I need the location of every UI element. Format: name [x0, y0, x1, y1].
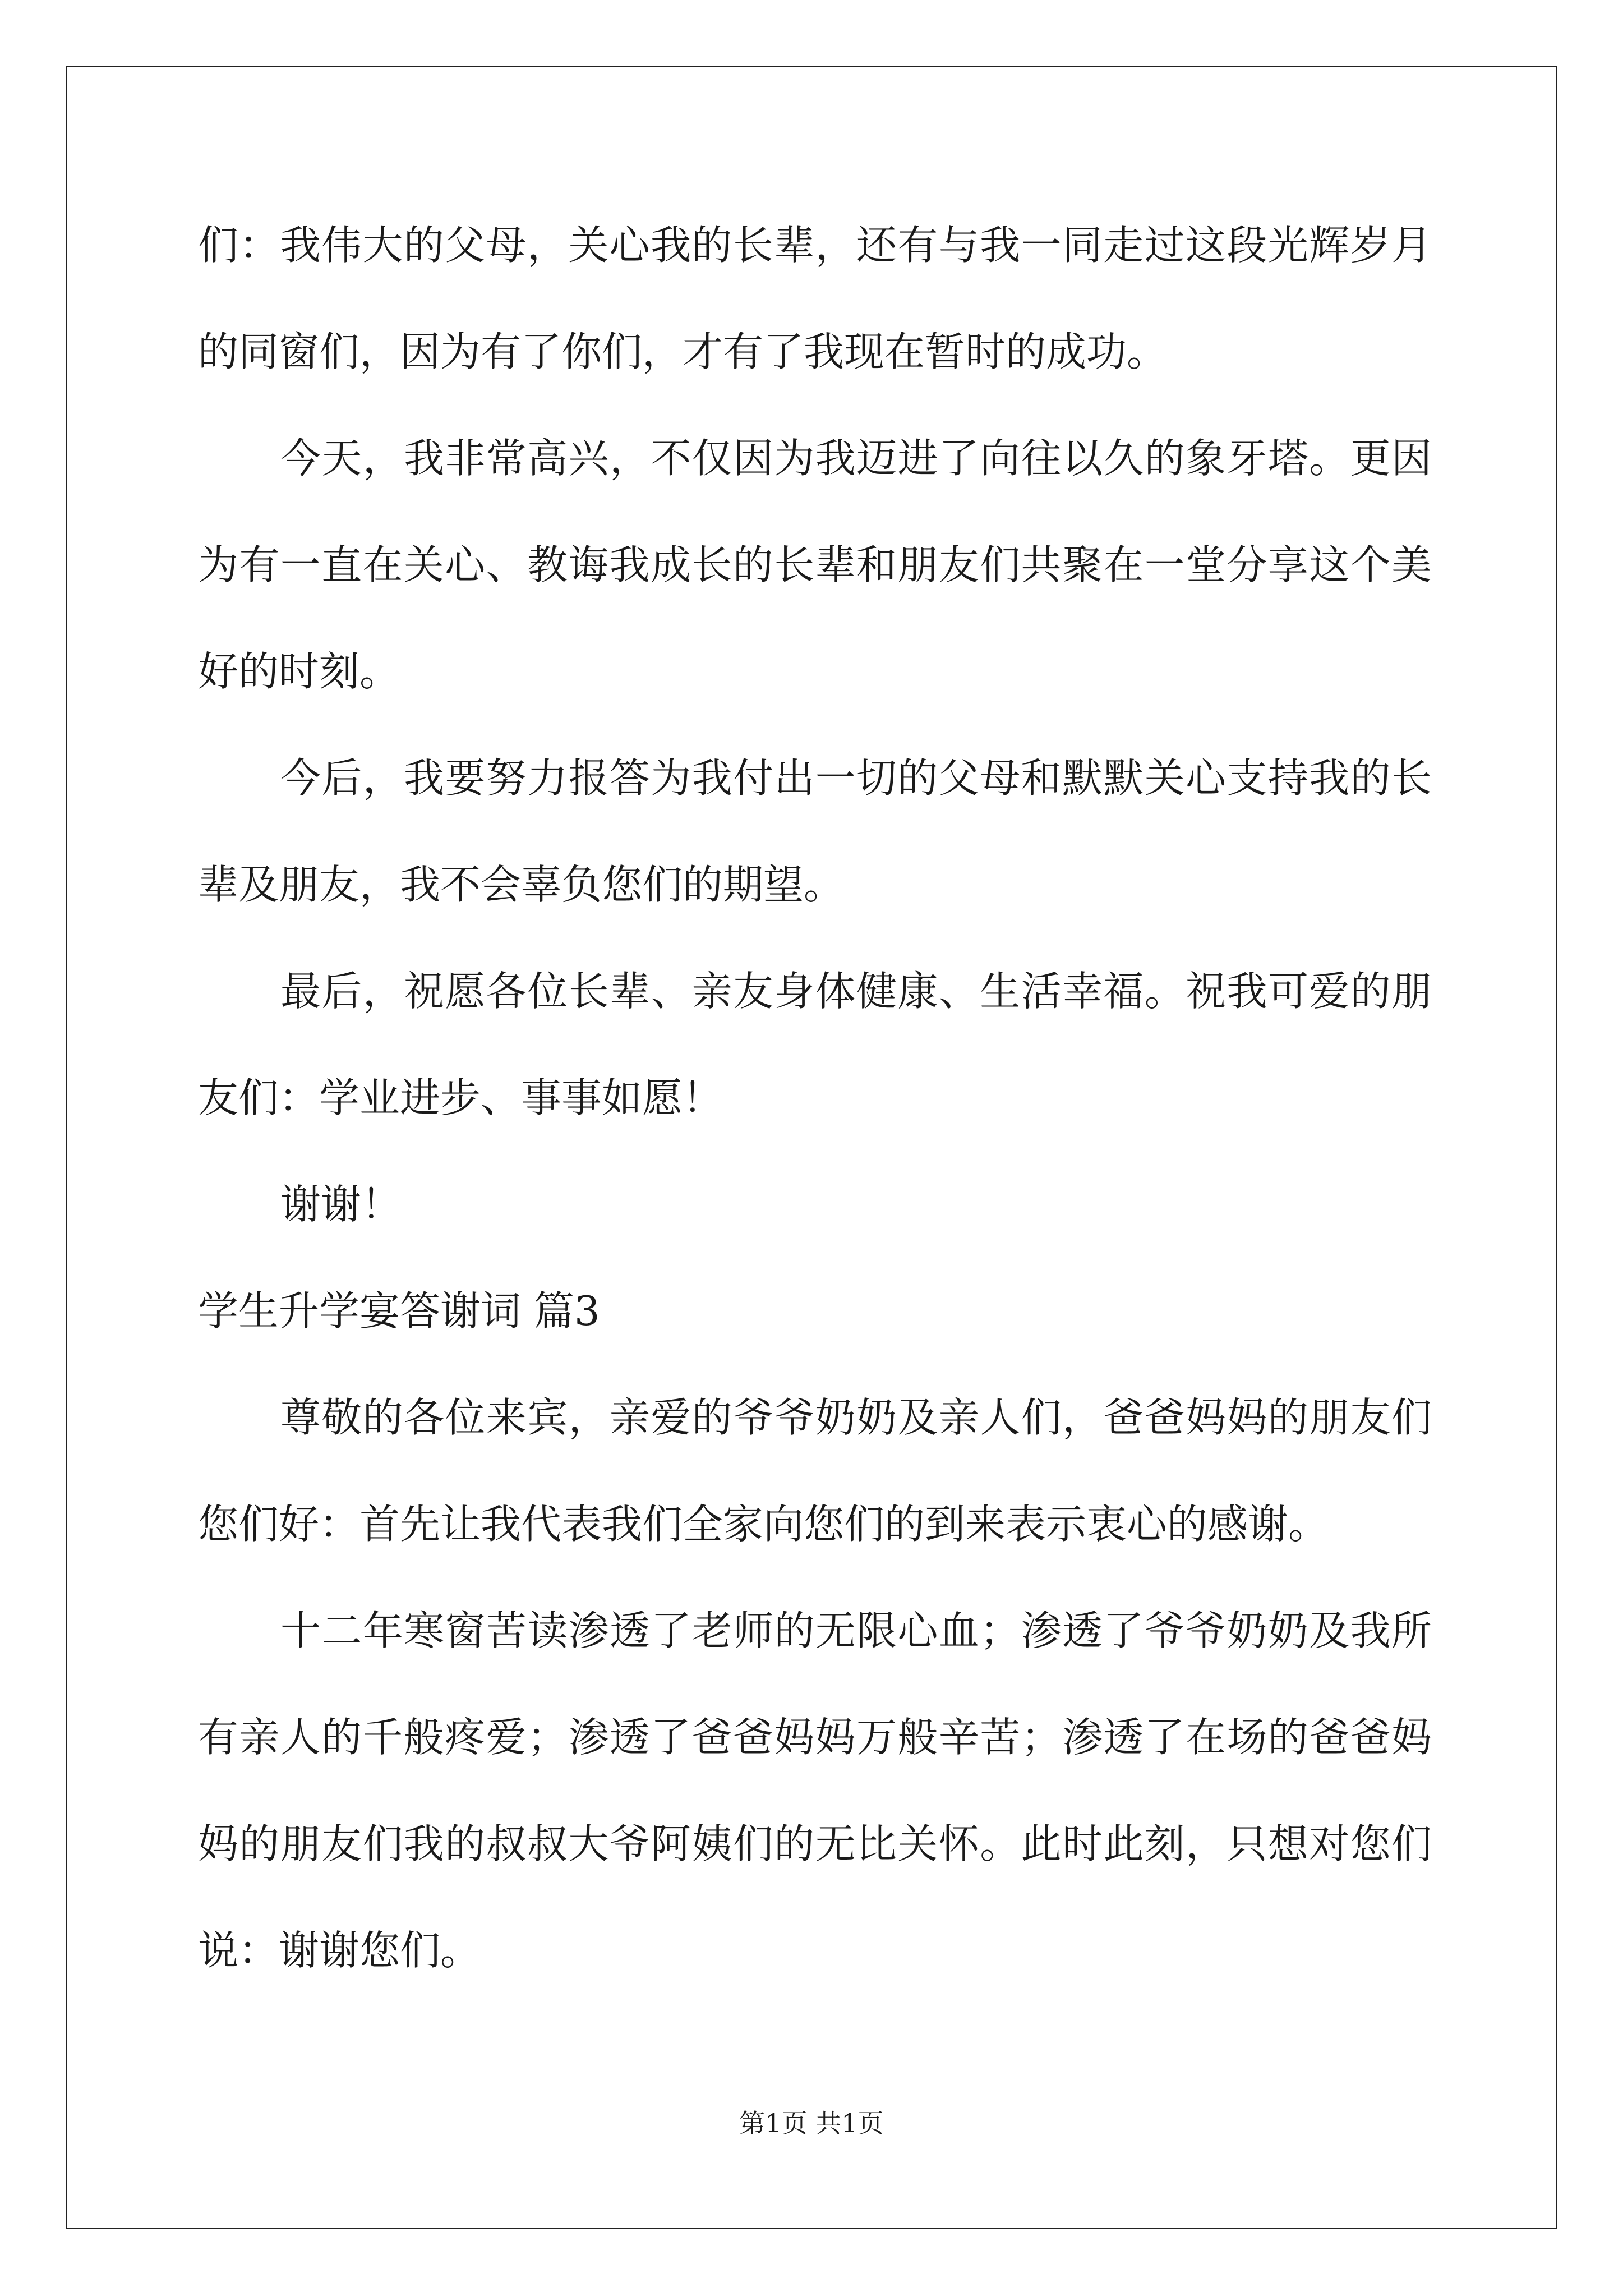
text-line-1: 们：我伟大的父母，关心我的长辈，还有与我一同走过这段光辉岁月 [198, 222, 1432, 269]
text-line-14: 十二年寒窗苦读渗透了老师的无限心血；渗透了爷爷奶奶及我所 [280, 1607, 1432, 1654]
page-number-footer: 第1页 共1页 [739, 2108, 884, 2138]
text-line-16: 妈的朋友们我的叔叔大爷阿姨们的无比关怀。此时此刻，只想对您们 [198, 1820, 1432, 1867]
text-line-8: 最后，祝愿各位长辈、亲友身体健康、生活幸福。祝我可爱的朋 [280, 968, 1432, 1015]
text-line-15: 有亲人的千般疼爱；渗透了爸爸妈妈万般辛苦；渗透了在场的爸爸妈 [198, 1714, 1432, 1761]
text-line-4: 为有一直在关心、教诲我成长的长辈和朋友们共聚在一堂分享这个美 [198, 541, 1432, 588]
section-heading: 学生升学宴答谢词 篇3 [198, 1287, 600, 1335]
document-body [198, 214, 1432, 2026]
text-line-2: 的同窗们，因为有了你们，才有了我现在暂时的成功。 [198, 328, 1168, 375]
text-line-7: 辈及朋友，我不会辜负您们的期望。 [198, 861, 845, 908]
text-line-5: 好的时刻。 [198, 648, 400, 695]
text-line-10: 谢谢！ [280, 1181, 402, 1228]
text-line-13: 您们好：首先让我代表我们全家向您们的到来表示衷心的感谢。 [198, 1501, 1329, 1548]
text-line-9: 友们：学业进步、事事如愿！ [198, 1074, 723, 1121]
text-line-17: 说：谢谢您们。 [198, 1927, 481, 1974]
text-line-12: 尊敬的各位来宾，亲爱的爷爷奶奶及亲人们，爸爸妈妈的朋友们 [280, 1394, 1432, 1441]
text-line-3: 今天，我非常高兴，不仅因为我迈进了向往以久的象牙塔。更因 [280, 435, 1432, 482]
text-line-6: 今后，我要努力报答为我付出一切的父母和默默关心支持我的长 [280, 754, 1432, 802]
